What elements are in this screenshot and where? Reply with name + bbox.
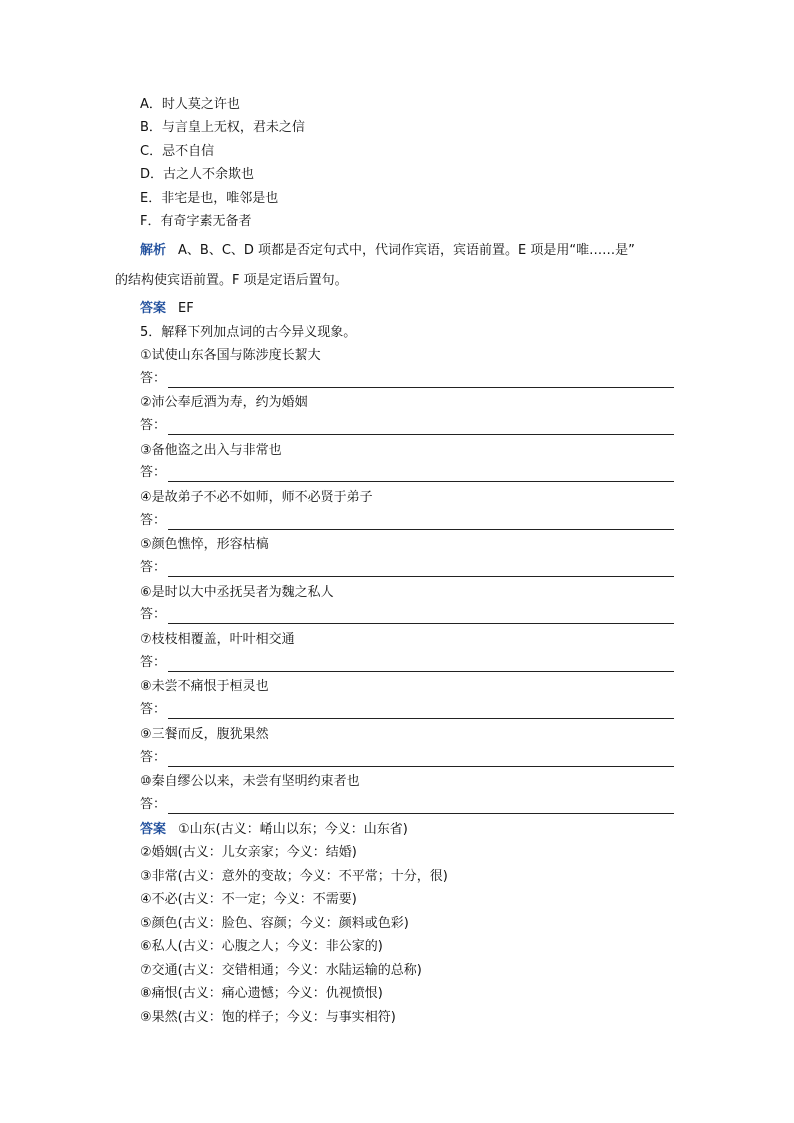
answer-prefix: 答： (140, 465, 167, 480)
answer-2-label: 答案 (140, 822, 167, 837)
answer-row-3[interactable] (140, 465, 674, 483)
answer-prefix: 答： (140, 607, 167, 622)
answer-row-4[interactable] (140, 513, 674, 531)
answer-2-text-1: ①山东(古义：崤山以东；今义：山东省) (178, 822, 408, 837)
answer-prefix: 答： (140, 418, 167, 433)
answer-line (168, 387, 674, 388)
answer-prefix: 答： (140, 513, 167, 528)
answer-row-7[interactable] (140, 655, 674, 673)
answer-line (168, 481, 674, 482)
answer-line (168, 766, 674, 767)
analysis-text-1: A、B、C、D 项都是否定句式中，代词作宾语，宾语前置。E 项是用“唯……是” (178, 243, 635, 258)
answer-row-10[interactable] (140, 797, 674, 815)
item-4: ④是故弟子不必不如师，师不必贤于弟子 (140, 490, 373, 505)
item-9: ⑨三餐而反，腹犹果然 (140, 727, 269, 742)
option-a: A．时人莫之许也 (140, 97, 240, 112)
option-b: B．与言皇上无权，君未之信 (140, 120, 305, 135)
answer-prefix: 答： (140, 750, 167, 765)
analysis-line-2: 的结构使宾语前置。F 项是定语后置句。 (115, 273, 348, 288)
answer-line (168, 623, 674, 624)
option-d: D．古之人不余欺也 (140, 167, 255, 182)
answer-2-line: ⑤颜色(古义：脸色、容颜；今义：颜料或色彩) (140, 916, 409, 931)
answer-2-line: ⑦交通(古义：交错相通；今义：水陆运输的总称) (140, 963, 422, 978)
answer-1-text: EF (178, 301, 194, 316)
question-5-title: 5．解释下列加点词的古今异义现象。 (140, 325, 357, 340)
answer-prefix: 答： (140, 655, 167, 670)
answer-row-5[interactable] (140, 560, 674, 578)
answer-prefix: 答： (140, 560, 167, 575)
answer-2-line: ②婚姻(古义：儿女亲家；今义：结婚) (140, 845, 357, 860)
answer-prefix: 答： (140, 371, 167, 386)
answer-2-line: ③非常(古义：意外的变故；今义：不平常；十分，很) (140, 869, 448, 884)
answer-2-line: ⑨果然(古义：饱的样子；今义：与事实相符) (140, 1010, 396, 1025)
answer-row-6[interactable] (140, 607, 674, 625)
answer-2-first (140, 822, 408, 838)
item-10: ⑩秦自缪公以来，未尝有坚明约束者也 (140, 774, 360, 789)
item-7: ⑦枝枝相覆盖，叶叶相交通 (140, 632, 295, 647)
answer-line (168, 529, 674, 530)
answer-row-2[interactable] (140, 418, 674, 436)
answer-row-1[interactable] (140, 371, 674, 389)
item-5: ⑤颜色憔悴，形容枯槁 (140, 537, 269, 552)
answer-line (168, 671, 674, 672)
option-f: F．有奇字素无备者 (140, 214, 252, 229)
answer-2-line: ⑧痛恨(古义：痛心遗憾；今义：仇视愤恨) (140, 986, 383, 1001)
answer-1 (140, 301, 194, 317)
answer-line (168, 813, 674, 814)
answer-row-9[interactable] (140, 750, 674, 768)
answer-2-line: ④不必(古义：不一定；今义：不需要) (140, 892, 357, 907)
option-e: E．非宅是也，唯邻是也 (140, 191, 279, 206)
answer-1-label: 答案 (140, 301, 167, 316)
answer-line (168, 718, 674, 719)
answer-row-8[interactable] (140, 702, 674, 720)
analysis-line-1 (140, 243, 635, 259)
analysis-label: 解析 (140, 243, 167, 258)
item-3: ③备他盗之出入与非常也 (140, 443, 282, 458)
option-c: C．忌不自信 (140, 144, 215, 159)
answer-line (168, 434, 674, 435)
answer-2-line: ⑥私人(古义：心腹之人；今义：非公家的) (140, 939, 383, 954)
answer-prefix: 答： (140, 702, 167, 717)
answer-prefix: 答： (140, 797, 167, 812)
item-6: ⑥是时以大中丞抚吴者为魏之私人 (140, 585, 334, 600)
item-8: ⑧未尝不痛恨于桓灵也 (140, 679, 269, 694)
item-1: ①试使山东各国与陈涉度长絜大 (140, 348, 321, 363)
item-2: ②沛公奉卮酒为寿，约为婚姻 (140, 395, 308, 410)
answer-line (168, 576, 674, 577)
